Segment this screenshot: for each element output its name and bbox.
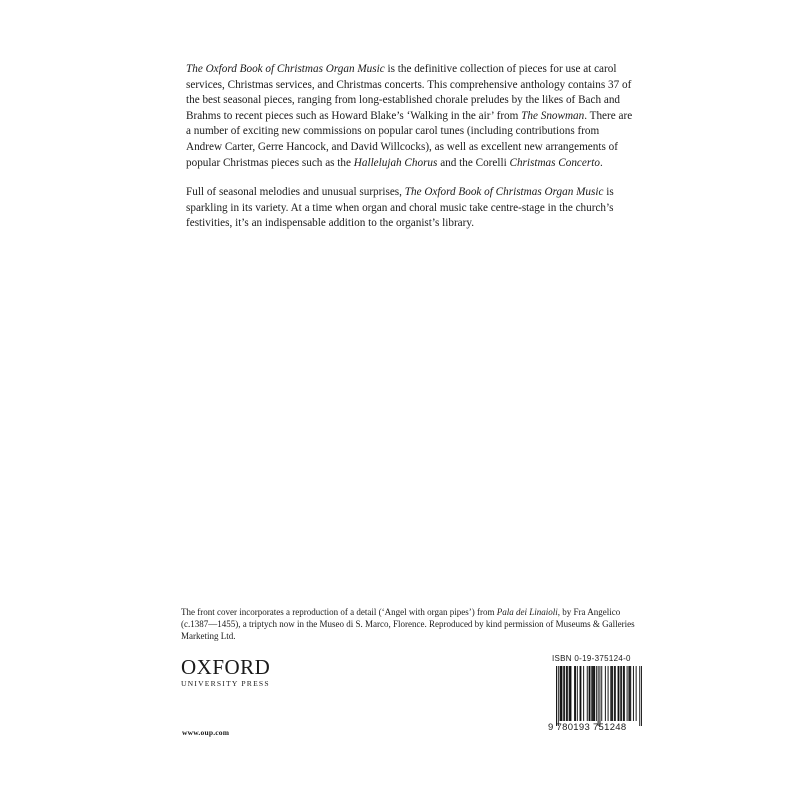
barcode-bar (587, 666, 588, 721)
barcode-bar (580, 666, 581, 721)
barcode-bar (569, 666, 570, 721)
barcode-bar (610, 666, 611, 721)
barcode-bar (560, 666, 561, 721)
blurb-paragraph-1 (186, 62, 634, 171)
barcode-bar (641, 666, 642, 726)
barcode-bar (575, 666, 576, 721)
barcode-bar (639, 666, 640, 726)
barcode-bar (561, 666, 562, 721)
blurb-paragraph-2 (186, 185, 634, 232)
italic-text: Christmas Concerto (509, 156, 600, 169)
barcode-bar (599, 666, 600, 726)
barcode-bar (591, 666, 592, 721)
barcode-bar (577, 666, 578, 721)
barcode-bar (624, 666, 625, 721)
barcode-digits: 9 780193 751248 (548, 722, 627, 733)
cover-credit (181, 606, 643, 642)
barcode-bar (556, 666, 557, 726)
barcode-bar (633, 666, 634, 721)
barcode-bar (592, 666, 593, 721)
publisher-subtitle: UNIVERSITY PRESS (181, 679, 270, 688)
barcode-bar (630, 666, 631, 721)
publisher-url: www.oup.com (182, 728, 230, 737)
barcode-bar (608, 666, 609, 721)
barcode-bar (594, 666, 595, 721)
publisher-logo (181, 656, 281, 689)
barcode-bar (627, 666, 628, 721)
barcode-bar (570, 666, 571, 721)
barcode-bar (558, 666, 559, 726)
barcode-bar (629, 666, 630, 721)
barcode-bar (620, 666, 621, 721)
barcode-bar (570, 666, 571, 721)
barcode-bar (615, 666, 616, 721)
barcode-bar (589, 666, 590, 721)
barcode-bar (574, 666, 575, 721)
barcode-bar (621, 666, 622, 721)
barcode-bar (593, 666, 594, 721)
barcode-bar (636, 666, 637, 721)
italic-text: The Oxford Book of Christmas Organ Music (404, 186, 604, 199)
isbn: ISBN 0-19-375124-0 (552, 654, 631, 663)
italic-text: Pala dei Linaioli (496, 607, 558, 617)
barcode-bar (589, 666, 590, 721)
barcode-bar (598, 666, 599, 726)
barcode-bar (580, 666, 581, 721)
text-run: . (599, 156, 603, 169)
italic-text: Hallelujah Chorus (353, 156, 438, 169)
barcode-bar (563, 666, 564, 721)
italic-text: The Oxford Book of Christmas Organ Music (186, 63, 385, 75)
barcode-bar (623, 666, 624, 721)
barcode-bar (567, 666, 568, 721)
barcode-bar (618, 666, 619, 721)
text-run: is sparkling in its variety. At a time when organ and choral music take centre-stage in the church’s festivities, it’s an indispensable addition to the organist’s library. (186, 186, 614, 230)
text-run: and the Corelli (437, 156, 510, 169)
barcode-bar (561, 666, 562, 721)
barcode (548, 666, 642, 726)
text-run: Full of seasonal melodies and unusual surprises, (186, 186, 405, 199)
text-run: The front cover incorporates a reproduction of a detail (‘Angel with organ pipes’) from (181, 607, 497, 617)
barcode-bar (618, 666, 619, 721)
barcode-bar (583, 666, 584, 721)
publisher-name: OXFORD (181, 655, 271, 679)
text-run: is the definitive collection of pieces for use at carol services, Christmas services, and Christmas concerts. This comprehensive anthology contains 37 of the best seasonal pieces, ranging from long-established chorale preludes by the likes of Bach and Brahms to recent pieces such as Howard Blake’s ‘Walking in the air’ from (186, 63, 632, 122)
barcode-bar (611, 666, 612, 721)
blurb (186, 62, 634, 246)
barcode-bar (564, 666, 565, 721)
text-run: . There are a number of exciting new commissions on popular carol tunes (including contributions from Andrew Carter, Gerre Hancock, and David Willcocks), as well as excellent new arrangements of popular Christmas pieces such as the (186, 109, 633, 169)
barcode-bar (614, 666, 615, 721)
barcode-bar (566, 666, 567, 721)
barcode-block (548, 666, 642, 736)
italic-text: The Snowman (521, 109, 585, 122)
text-run: , by Fra Angelico (c.1387—1455), a triptych now in the Museo di S. Marco, Florence. Reproduced by kind permission of Museums & Galleries Marketing Ltd. (181, 607, 635, 641)
barcode-bar (628, 666, 629, 721)
bottom-strip (0, 792, 800, 800)
barcode-bar (612, 666, 613, 721)
barcode-bar (596, 666, 597, 721)
barcode-bar (601, 666, 602, 721)
barcode-bar (605, 666, 606, 721)
